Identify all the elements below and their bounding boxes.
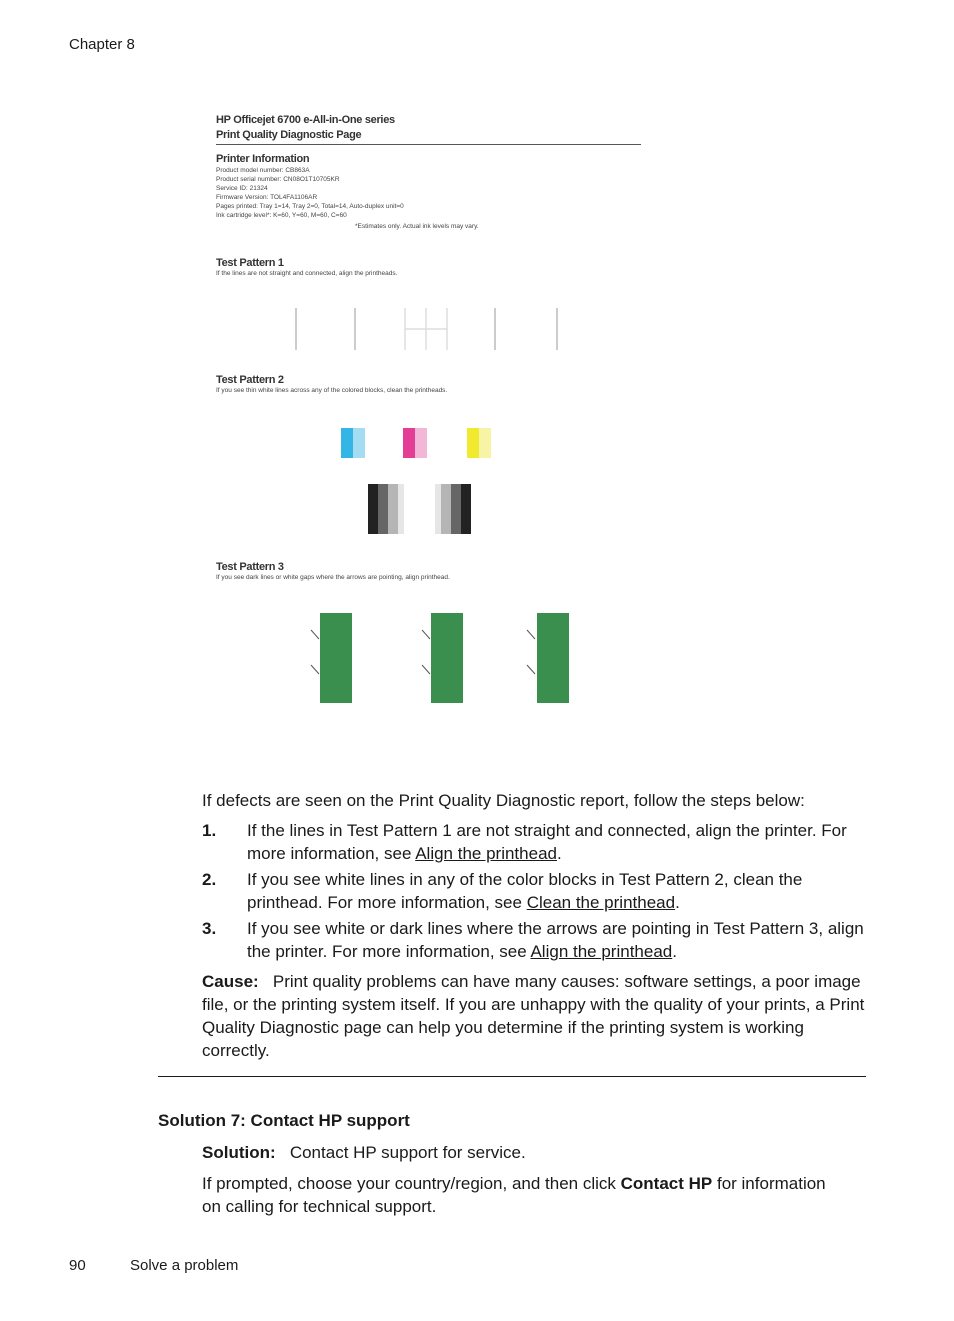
- step-text: If the lines in Test Pattern 1 are not straight and connected, align the printer. For more information, see Align the printhead.: [247, 821, 847, 863]
- step-2: [202, 868, 872, 914]
- printer-info-line: Pages printed: Tray 1=14, Tray 2=0, Total=14, Auto-duplex unit=0: [216, 203, 404, 210]
- printer-info-line: Product model number: CB863A: [216, 167, 310, 174]
- test-pattern-1-instruction: If the lines are not straight and connected, align the printheads.: [216, 270, 398, 277]
- step-1: [202, 819, 872, 865]
- align-printhead-link[interactable]: Align the printhead: [415, 844, 557, 863]
- printer-info-line: Ink cartridge level*: K=60, Y=60, M=60, C=60: [216, 212, 347, 219]
- page-number: 90: [69, 1257, 86, 1274]
- alignment-lines: [296, 308, 557, 350]
- report-subtitle: Print Quality Diagnostic Page: [216, 129, 362, 141]
- test-pattern-2-instruction: If you see thin white lines across any of the colored blocks, clean the printheads.: [216, 387, 448, 394]
- step-number: 2.: [202, 870, 217, 889]
- solution-paragraph: [202, 1141, 526, 1164]
- printer-info-line: Product serial number: CN08O1T10705KR: [216, 176, 340, 183]
- step-number: 1.: [202, 821, 217, 840]
- intro-paragraph: If defects are seen on the Print Quality Diagnostic report, follow the steps below:: [202, 791, 805, 810]
- test-pattern-1-heading: Test Pattern 1: [216, 257, 284, 269]
- section-divider: [158, 1076, 866, 1077]
- solution-label: Solution:: [202, 1143, 276, 1162]
- step-3: [202, 917, 872, 963]
- ink-estimate-note: *Estimates only. Actual ink levels may vary.: [355, 223, 479, 230]
- black-blocks: [368, 484, 471, 534]
- contact-hp-paragraph: If prompted, choose your country/region, and then click Contact HP for information on calling for technical support.: [202, 1174, 826, 1216]
- cause-label: Cause:: [202, 972, 259, 991]
- step-text: If you see white or dark lines where the arrows are pointing in Test Pattern 3, align the printer. For more information, see Align the printhead.: [247, 919, 864, 961]
- step-text: If you see white lines in any of the color blocks in Test Pattern 2, clean the printhead. For more information, see Clean the printhead.: [247, 870, 803, 912]
- solution-text: Contact HP support for service.: [289, 1143, 526, 1162]
- printer-info-line: Firmware Version: TOL4FA1106AR: [216, 194, 318, 201]
- test-pattern-3-instruction: If you see dark lines or white gaps where the arrows are pointing, align printhead.: [216, 574, 450, 581]
- solution-7-heading: Solution 7: Contact HP support: [158, 1111, 410, 1130]
- test-patterns-graphic: [205, 108, 675, 718]
- color-blocks: [341, 428, 491, 458]
- printer-info-line: Service ID: 21324: [216, 185, 268, 192]
- clean-printhead-link[interactable]: Clean the printhead: [526, 893, 676, 912]
- align-printhead-link[interactable]: Align the printhead: [530, 942, 673, 961]
- report-title: HP Officejet 6700 e-All-in-One series: [216, 114, 395, 126]
- printer-info-heading: Printer Information: [216, 153, 310, 165]
- cause-paragraph: [202, 970, 866, 1062]
- footer-section: Solve a problem: [130, 1257, 239, 1274]
- test-pattern-2-heading: Test Pattern 2: [216, 374, 284, 386]
- green-blocks: [320, 613, 569, 703]
- cause-text: Print quality problems can have many causes: software settings, a poor image file, or the printing system itself. If you are unhappy with the quality of your prints, a Print Quality Diagnostic page can help you determine if the printing system is working correctly.: [202, 972, 865, 1060]
- diagnostic-report-image: [205, 108, 675, 718]
- chapter-label: Chapter 8: [69, 36, 135, 53]
- step-number: 3.: [202, 919, 217, 938]
- test-pattern-3-heading: Test Pattern 3: [216, 561, 284, 573]
- contact-hp-label: Contact HP: [620, 1174, 713, 1193]
